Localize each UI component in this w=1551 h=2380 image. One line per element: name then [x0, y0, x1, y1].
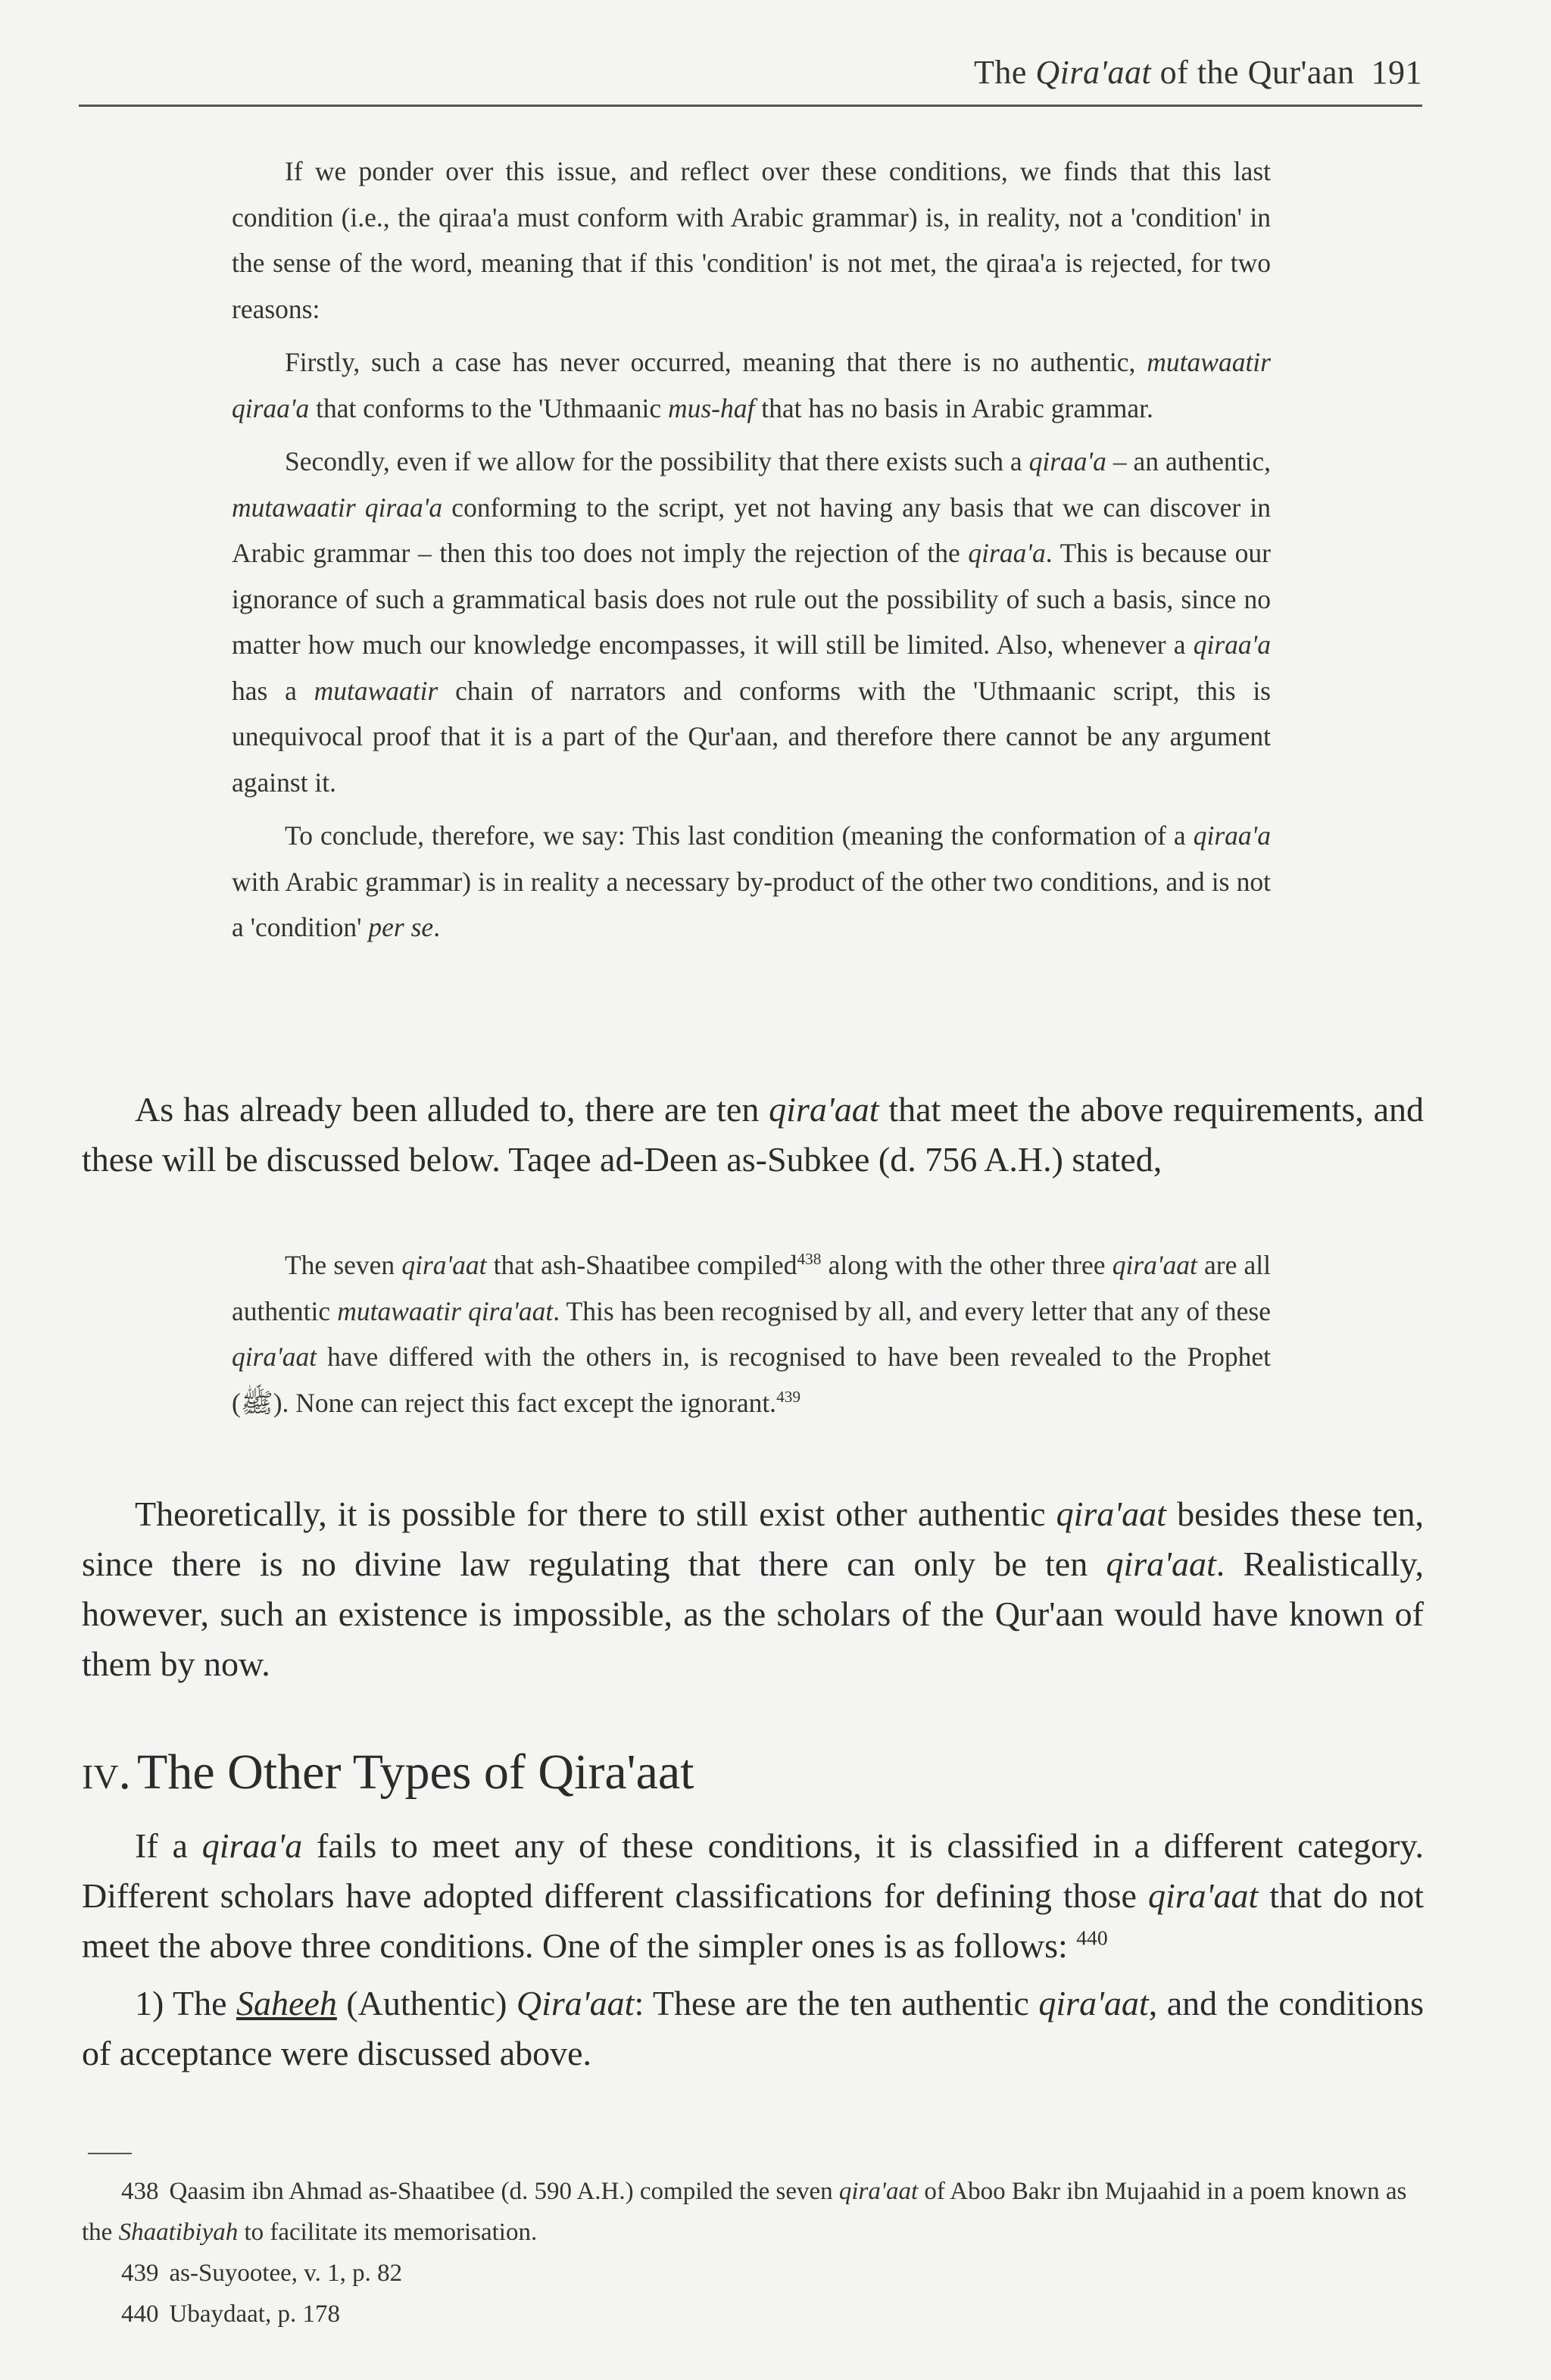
- footnote-ref: 438: [797, 1250, 822, 1269]
- body-paragraph: 1) The Saheeh (Authentic) Qira'aat: These are the ten authentic qira'aat, and the conditions of acceptance were discussed above.: [82, 1984, 1424, 2072]
- quote-paragraph: Secondly, even if we allow for the possibility that there exists such a qiraa'a – an authentic, mutawaatir qiraa'a conforming to the script, yet not having any basis that we can discover in Arabic grammar – then this too does not imply the rejection of the qiraa'a. This is because our ignorance of such a grammatical basis does not rule out the possibility of such a basis, since no matter how much our knowledge encompasses, it will still be limited. Also, whenever a qiraa'a has a mutawaatir chain of narrators and conforms with the 'Uthmaanic script, this is unequivocal proof that it is a part of the Qur'aan, and therefore there cannot be any argument against it.: [232, 446, 1271, 798]
- section-heading: [82, 1742, 694, 1803]
- quote-paragraph: If we ponder over this issue, and reflect over these conditions, we finds that this last condition (i.e., the qiraa'a must conform with Arabic grammar) is, in reality, not a 'condition' in the sense of the word, meaning that if this 'condition' is not met, the qiraa'a is rejected, for two reasons:: [232, 156, 1271, 324]
- footnote: 439 as-Suyootee, v. 1, p. 82: [121, 2260, 403, 2287]
- block-quote-subkee: The seven qira'aat that ash-Shaatibee compiled$^{438}$ along with the other three qira'aat are all authentic mutawaatir qira'aat. This has been recognised by all, and every letter that any of these qira'aat have differed with the others in, is recognised to have been revealed to the Prophet (ﷺ). None can reject this fact except the ignorant.$^{439}$: [232, 1250, 1272, 1418]
- body-paragraph: As has already been alluded to, there are ten qira'aat that meet the above requirements, and these will be discussed below. Taqee ad-Deen as-Subkee (d. 756 A.H.) stated,: [82, 1090, 1424, 1179]
- footnote: 440 Ubaydaat, p. 178: [121, 2300, 340, 2328]
- body-paragraph: If a qiraa'a fails to meet any of these conditions, it is classified in a different category. Different scholars have adopted different classifications for defining those qira'aat that do not meet the above three conditions. One of the simpler ones is as follows: $^{440}$: [82, 1826, 1424, 1965]
- page-number: 191: [1371, 54, 1422, 91]
- footnote: 438 Qaasim ibn Ahmad as-Shaatibee (d. 590 A.H.) compiled the seven qira'aat of Aboo Bakr ibn Mujaahid in a poem known as the Shaatibiyah to facilitate its memorisation.: [82, 2178, 1407, 2246]
- section-title: The Other Types of Qira'aat: [137, 1744, 694, 1800]
- footnote-rule: [88, 2153, 132, 2154]
- footnote-ref: 439: [776, 1387, 801, 1406]
- quote-paragraph: Firstly, such a case has never occurred, meaning that there is no authentic, mutawaatir qiraa'a that conforms to the 'Uthmaanic mus-haf that has no basis in Arabic grammar.: [232, 347, 1271, 423]
- block-quote-conditions: [232, 148, 1271, 951]
- quote-paragraph: To conclude, therefore, we say: This last condition (meaning the conformation of a qiraa'a with Arabic grammar) is in reality a necessary by-product of the other two conditions, and is not a 'condition' per se.: [232, 820, 1271, 942]
- body-paragraph: Theoretically, it is possible for there to still exist other authentic qira'aat besides these ten, since there is no divine law regulating that there can only be ten qira'aat. Realistically, however, such an existence is impossible, as the scholars of the Qur'aan would have known of them by now.: [82, 1495, 1424, 1683]
- footnotes: [82, 2171, 1430, 2335]
- section-number: iv.: [82, 1744, 132, 1800]
- footnote-ref: 440: [1076, 1926, 1108, 1950]
- header-title: The Qira'aat of the Qur'aan 191: [974, 54, 1422, 91]
- running-header: [79, 50, 1422, 107]
